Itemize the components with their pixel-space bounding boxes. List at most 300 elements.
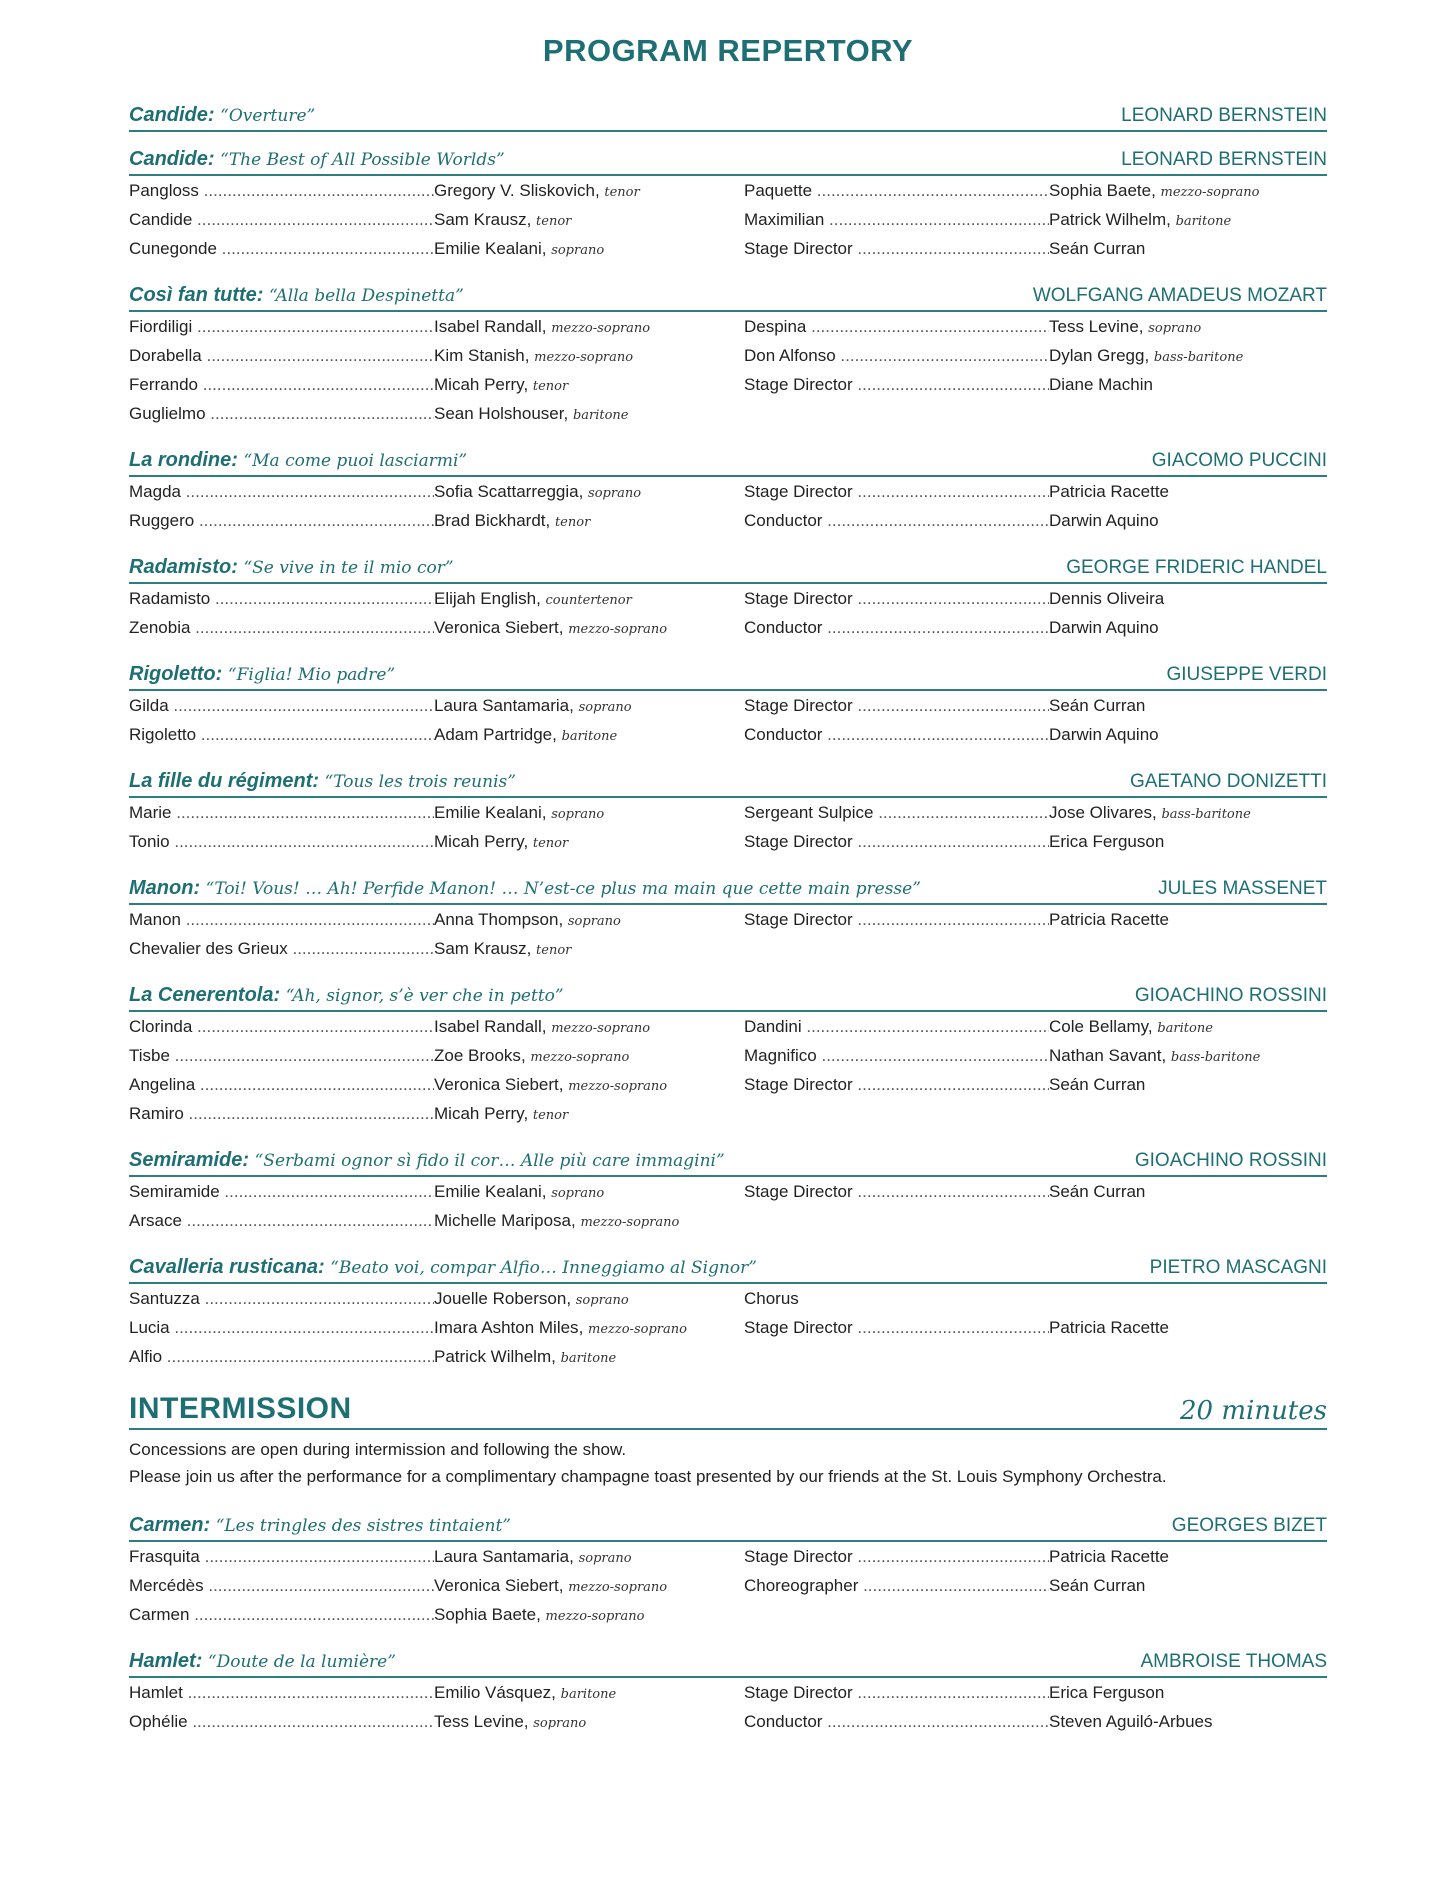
- composer-name: GIUSEPPE VERDI: [1166, 664, 1327, 685]
- artist-entry: [434, 1318, 687, 1338]
- cast-row: [744, 1046, 1327, 1075]
- cast-row: [129, 1017, 712, 1046]
- artist-entry: [434, 1347, 616, 1367]
- opera-section: [129, 104, 1327, 132]
- artist-name: Isabel Randall: [434, 1017, 542, 1036]
- role-name: Stage Director .....: [744, 1182, 1049, 1202]
- voice-separator: ,: [569, 696, 579, 715]
- artist-entry: [434, 1683, 616, 1703]
- role-name: Ramiro .....: [129, 1104, 434, 1124]
- cast-row: [744, 725, 1327, 754]
- cast-row: [129, 1075, 712, 1104]
- aria-title: “Figlia! Mio padre”: [227, 665, 396, 685]
- artist-name: Jouelle Roberson: [434, 1289, 567, 1308]
- cast-column-left: [129, 696, 712, 754]
- cast-row: [129, 939, 712, 968]
- cast-columns: [129, 181, 1327, 268]
- cast-columns: [129, 1289, 1327, 1376]
- artist-entry: [434, 1017, 650, 1037]
- opera-title: Candide: [129, 104, 208, 126]
- aria-title: “Tous les trois reunis”: [324, 772, 516, 792]
- artist-name: Erica Ferguson: [1049, 832, 1165, 851]
- role-name: Ferrando .....: [129, 375, 434, 395]
- cast-row: [129, 210, 712, 239]
- artist-entry: [434, 317, 650, 337]
- cast-row: [129, 589, 712, 618]
- aria-title: “Ma come puoi lasciarmi”: [243, 451, 468, 471]
- role-name: Stage Director .....: [744, 832, 1049, 852]
- artist-name: Patricia Racette: [1049, 482, 1169, 501]
- artist-name: Veronica Siebert: [434, 1075, 559, 1094]
- opera-title: Hamlet: [129, 1650, 196, 1672]
- artist-entry: [434, 375, 568, 395]
- artist-entry: [1049, 346, 1243, 366]
- intermission-duration: 20 minutes: [1180, 1396, 1327, 1426]
- cast-row: [744, 910, 1327, 939]
- artist-entry: [434, 696, 632, 716]
- cast-row: [129, 239, 712, 268]
- voice-type: baritone: [560, 1687, 617, 1702]
- cast-column-left: [129, 482, 712, 540]
- cast-row: [744, 1017, 1327, 1046]
- cast-row: [129, 317, 712, 346]
- composer-name: PIETRO MASCAGNI: [1149, 1257, 1327, 1278]
- title-separator: :: [231, 556, 244, 578]
- section-title: [129, 663, 395, 686]
- title-separator: :: [273, 984, 286, 1006]
- voice-type: bass-baritone: [1161, 807, 1251, 822]
- cast-column-left: [129, 910, 712, 968]
- role-name: Arsace .....: [129, 1211, 434, 1231]
- cast-row: [744, 618, 1327, 647]
- cast-column-left: [129, 1547, 712, 1634]
- aria-title: “Beato voi, compar Alfio… Inneggiamo al Signor”: [330, 1258, 757, 1278]
- cast-column-right: [744, 181, 1327, 268]
- artist-entry: [1049, 1075, 1145, 1095]
- voice-separator: ,: [571, 1211, 581, 1230]
- section-header: [129, 284, 1327, 312]
- artist-name: Sophia Baete: [1049, 181, 1152, 200]
- role-name: Lucia .....: [129, 1318, 434, 1338]
- opera-title: Carmen: [129, 1514, 204, 1536]
- cast-columns: [129, 482, 1327, 540]
- artist-name: Darwin Aquino: [1049, 511, 1159, 530]
- artist-name: Sophia Baete: [434, 1605, 537, 1624]
- cast-row: [744, 210, 1327, 239]
- cast-column-right: [744, 1289, 1327, 1376]
- voice-separator: ,: [541, 317, 552, 336]
- voice-separator: ,: [551, 1347, 561, 1366]
- artist-entry: [1049, 482, 1169, 502]
- voice-separator: ,: [1166, 210, 1176, 229]
- artist-entry: [434, 910, 621, 930]
- cast-row: [744, 1576, 1327, 1605]
- section-header: [129, 663, 1327, 691]
- artist-name: Erica Ferguson: [1049, 1683, 1165, 1702]
- artist-name: Laura Santamaria: [434, 1547, 570, 1566]
- voice-type: mezzo-soprano: [1160, 185, 1260, 200]
- cast-column-right: [744, 1547, 1327, 1634]
- aria-title: “Ah, signor, s’è ver che in petto”: [285, 986, 564, 1006]
- artist-name: Adam Partridge: [434, 725, 553, 744]
- opera-section: [129, 1149, 1327, 1240]
- intermission-header: [129, 1392, 1327, 1430]
- voice-separator: ,: [578, 482, 589, 501]
- artist-entry: [434, 482, 641, 502]
- artist-name: Diane Machin: [1049, 375, 1153, 394]
- role-name: Stage Director .....: [744, 239, 1049, 259]
- artist-entry: [1049, 1182, 1145, 1202]
- composer-name: GEORGES BIZET: [1171, 1515, 1327, 1536]
- composer-name: AMBROISE THOMAS: [1140, 1651, 1327, 1672]
- voice-type: baritone: [561, 729, 618, 744]
- cast-columns: [129, 1683, 1327, 1741]
- artist-name: Tess Levine: [434, 1712, 524, 1731]
- voice-type: bass-baritone: [1153, 350, 1244, 365]
- cast-row: [129, 511, 712, 540]
- role-name: Rigoletto .....: [129, 725, 434, 745]
- artist-entry: [1049, 239, 1145, 259]
- title-separator: :: [312, 770, 325, 792]
- composer-name: WOLFGANG AMADEUS MOZART: [1032, 285, 1327, 306]
- voice-separator: ,: [523, 375, 533, 394]
- artist-entry: [434, 404, 629, 424]
- opera-section: [129, 1514, 1327, 1634]
- cast-row: [129, 1104, 712, 1133]
- voice-separator: ,: [594, 181, 605, 200]
- voice-type: tenor: [532, 836, 569, 851]
- cast-column-left: [129, 1683, 712, 1741]
- sections-after-intermission: [129, 1514, 1327, 1741]
- intermission-note: Concessions are open during intermission and following the show.: [129, 1440, 627, 1459]
- voice-type: mezzo-soprano: [580, 1215, 680, 1230]
- aria-title: “Serbami ognor sì fido il cor… Alle più care immagini”: [254, 1151, 725, 1171]
- section-title: [129, 770, 516, 793]
- role-name: Paquette .....: [744, 181, 1049, 201]
- cast-column-right: [744, 1017, 1327, 1133]
- cast-row: [129, 1712, 712, 1741]
- artist-entry: [1049, 210, 1231, 230]
- artist-name: Laura Santamaria: [434, 696, 570, 715]
- artist-entry: [1049, 1046, 1260, 1066]
- role-name: Don Alfonso .....: [744, 346, 1049, 366]
- cast-column-right: [744, 696, 1327, 754]
- intermission-block: [129, 1392, 1327, 1490]
- role-name: Stage Director .....: [744, 1318, 1049, 1338]
- program-content: [129, 104, 1327, 1757]
- intermission-title: INTERMISSION: [129, 1392, 352, 1425]
- cast-row: [744, 375, 1327, 404]
- cast-row: [129, 181, 712, 210]
- voice-type: soprano: [578, 700, 632, 715]
- section-title: [129, 877, 921, 900]
- aria-title: “Se vive in te il mio cor”: [243, 558, 454, 578]
- voice-type: mezzo-soprano: [545, 1609, 645, 1624]
- section-title: [129, 984, 564, 1007]
- voice-separator: ,: [536, 589, 546, 608]
- section-header: [129, 148, 1327, 176]
- voice-separator: ,: [558, 1075, 569, 1094]
- voice-type: baritone: [1157, 1021, 1213, 1036]
- cast-row: [744, 589, 1327, 618]
- voice-separator: ,: [1151, 803, 1162, 822]
- opera-title: La rondine: [129, 449, 232, 471]
- section-title: [129, 148, 505, 171]
- role-name: Chevalier des Grieux .....: [129, 939, 434, 959]
- voice-separator: ,: [1138, 317, 1149, 336]
- role-name: Pangloss .....: [129, 181, 434, 201]
- artist-name: Gregory V. Sliskovich: [434, 181, 595, 200]
- cast-row: [129, 375, 712, 404]
- section-header: [129, 877, 1327, 905]
- cast-row: [744, 832, 1327, 861]
- artist-name: Sam Krausz: [434, 939, 527, 958]
- composer-name: GEORGE FRIDERIC HANDEL: [1066, 557, 1327, 578]
- voice-separator: ,: [566, 1289, 576, 1308]
- role-name: Stage Director .....: [744, 482, 1049, 502]
- role-name: Cunegonde .....: [129, 239, 434, 259]
- role-name: Stage Director .....: [744, 1683, 1049, 1703]
- voice-type: tenor: [536, 214, 572, 229]
- opera-title: Semiramide: [129, 1149, 243, 1171]
- voice-type: soprano: [1148, 321, 1202, 336]
- cast-columns: [129, 910, 1327, 968]
- voice-separator: ,: [526, 210, 537, 229]
- artist-name: Emilie Kealani: [434, 1182, 542, 1201]
- cast-row: [129, 1046, 712, 1075]
- artist-name: Dylan Gregg: [1049, 346, 1145, 365]
- section-header: [129, 1256, 1327, 1284]
- artist-entry: [434, 210, 571, 230]
- artist-entry: [1049, 1683, 1164, 1703]
- cast-column-right: [744, 482, 1327, 540]
- artist-name: Emilio Vásquez: [434, 1683, 552, 1702]
- voice-separator: ,: [541, 1182, 552, 1201]
- opera-title: Manon: [129, 877, 194, 899]
- artist-entry: [1049, 511, 1159, 531]
- artist-name: Nathan Savant: [1049, 1046, 1162, 1065]
- artist-entry: [434, 725, 617, 745]
- cast-row: [744, 317, 1327, 346]
- artist-entry: [1049, 317, 1201, 337]
- aria-title: “Toi! Vous! … Ah! Perfide Manon! … N’est-ce plus ma main que cette main presse”: [205, 879, 921, 899]
- role-name: Gilda .....: [129, 696, 434, 716]
- role-name: Stage Director .....: [744, 910, 1049, 930]
- cast-row: [129, 725, 712, 754]
- artist-name: Anna Thompson: [434, 910, 559, 929]
- cast-columns: [129, 1547, 1327, 1634]
- section-title: [129, 1256, 757, 1279]
- artist-name: Emilie Kealani: [434, 803, 542, 822]
- opera-section: [129, 284, 1327, 433]
- role-name: Despina .....: [744, 317, 1049, 337]
- cast-columns: [129, 803, 1327, 861]
- artist-name: Veronica Siebert: [434, 1576, 559, 1595]
- artist-entry: [434, 939, 571, 959]
- voice-type: tenor: [532, 379, 569, 394]
- role-name: Guglielmo .....: [129, 404, 434, 424]
- voice-separator: ,: [1161, 1046, 1171, 1065]
- artist-entry: [434, 1712, 586, 1732]
- cast-column-right: [744, 589, 1327, 647]
- section-header: [129, 1149, 1327, 1177]
- cast-row: [744, 1289, 1327, 1318]
- opera-title: Candide: [129, 148, 208, 170]
- artist-name: Kim Stanish: [434, 346, 525, 365]
- artist-name: Sofia Scattarreggia: [434, 482, 579, 501]
- artist-name: Zoe Brooks: [434, 1046, 521, 1065]
- cast-row: [744, 1712, 1327, 1741]
- role-name: Alfio .....: [129, 1347, 434, 1367]
- aria-title: “Alla bella Despinetta”: [269, 286, 464, 306]
- voice-type: tenor: [536, 943, 572, 958]
- voice-type: tenor: [532, 1108, 569, 1123]
- voice-type: soprano: [551, 807, 605, 822]
- cast-columns: [129, 1182, 1327, 1240]
- composer-name: GIACOMO PUCCINI: [1151, 450, 1327, 471]
- artist-entry: [434, 832, 568, 852]
- cast-columns: [129, 317, 1327, 433]
- cast-row: [744, 1547, 1327, 1576]
- voice-type: soprano: [533, 1716, 587, 1731]
- artist-entry: [434, 803, 604, 823]
- artist-name: Cole Bellamy: [1049, 1017, 1148, 1036]
- role-name: Magda .....: [129, 482, 434, 502]
- section-title: [129, 1650, 396, 1673]
- aria-title: “Overture”: [220, 106, 316, 126]
- voice-type: mezzo-soprano: [568, 1580, 668, 1595]
- artist-name: Michelle Mariposa: [434, 1211, 571, 1230]
- artist-name: Patricia Racette: [1049, 1547, 1169, 1566]
- artist-entry: [1049, 181, 1259, 201]
- artist-name: Seán Curran: [1049, 1182, 1146, 1201]
- role-name: Stage Director .....: [744, 696, 1049, 716]
- cast-column-left: [129, 589, 712, 647]
- opera-title: Rigoletto: [129, 663, 216, 685]
- cast-columns: [129, 696, 1327, 754]
- artist-entry: [1049, 618, 1159, 638]
- cast-row: [129, 803, 712, 832]
- title-separator: :: [215, 663, 228, 685]
- section-header: [129, 449, 1327, 477]
- voice-type: soprano: [551, 243, 605, 258]
- opera-section: [129, 449, 1327, 540]
- artist-name: Patrick Wilhelm: [1049, 210, 1167, 229]
- artist-name: Isabel Randall: [434, 317, 542, 336]
- cast-row: [129, 696, 712, 725]
- voice-separator: ,: [523, 1712, 534, 1731]
- opera-section: [129, 1256, 1327, 1376]
- cast-row: [129, 1347, 712, 1376]
- voice-type: soprano: [588, 486, 642, 501]
- cast-column-right: [744, 910, 1327, 968]
- voice-separator: ,: [569, 1547, 579, 1566]
- title-separator: :: [242, 1149, 255, 1171]
- voice-type: tenor: [604, 185, 640, 200]
- section-header: [129, 556, 1327, 584]
- artist-name: Dennis Oliveira: [1049, 589, 1165, 608]
- role-name: Stage Director .....: [744, 1075, 1049, 1095]
- artist-name: Micah Perry: [434, 1104, 524, 1123]
- voice-type: soprano: [578, 1551, 632, 1566]
- cast-row: [744, 1075, 1327, 1104]
- artist-name: Micah Perry: [434, 375, 524, 394]
- role-name: Sergeant Sulpice .....: [744, 803, 1049, 823]
- composer-name: GIOACHINO ROSSINI: [1134, 1150, 1327, 1171]
- role-name: Tisbe .....: [129, 1046, 434, 1066]
- composer-name: LEONARD BERNSTEIN: [1121, 105, 1327, 126]
- voice-type: soprano: [567, 914, 621, 929]
- role-name: Candide .....: [129, 210, 434, 230]
- voice-separator: ,: [523, 832, 533, 851]
- role-name: Frasquita .....: [129, 1547, 434, 1567]
- cast-column-right: [744, 1182, 1327, 1240]
- cast-row: [129, 910, 712, 939]
- artist-name: Tess Levine: [1049, 317, 1139, 336]
- role-name: Radamisto .....: [129, 589, 434, 609]
- role-name: Santuzza .....: [129, 1289, 434, 1309]
- role-name: Chorus: [744, 1289, 799, 1308]
- title-separator: :: [195, 1650, 208, 1672]
- cast-columns: [129, 1017, 1327, 1133]
- voice-type: mezzo-soprano: [588, 1322, 687, 1337]
- role-name: Ruggero .....: [129, 511, 434, 531]
- cast-row: [129, 1182, 712, 1211]
- artist-name: Patricia Racette: [1049, 1318, 1169, 1337]
- artist-entry: [434, 1576, 667, 1596]
- cast-row: [129, 1683, 712, 1712]
- cast-row: [129, 618, 712, 647]
- artist-entry: [1049, 1547, 1169, 1567]
- cast-row: [744, 1182, 1327, 1211]
- voice-type: mezzo-soprano: [534, 350, 634, 365]
- artist-entry: [1049, 375, 1153, 395]
- cast-row: [744, 1683, 1327, 1712]
- section-header: [129, 770, 1327, 798]
- voice-separator: ,: [536, 1605, 546, 1624]
- artist-entry: [434, 1075, 667, 1095]
- cast-row: [129, 404, 712, 433]
- opera-section: [129, 877, 1327, 968]
- artist-name: Patricia Racette: [1049, 910, 1169, 929]
- cast-row: [129, 346, 712, 375]
- role-name: Hamlet .....: [129, 1683, 434, 1703]
- aria-title: “Doute de la lumière”: [207, 1652, 396, 1672]
- role-name: Dorabella .....: [129, 346, 434, 366]
- cast-row: [744, 346, 1327, 375]
- artist-entry: [1049, 803, 1251, 823]
- opera-title: La Cenerentola: [129, 984, 274, 1006]
- voice-type: baritone: [572, 408, 629, 423]
- voice-type: mezzo-soprano: [551, 1021, 651, 1036]
- cast-row: [744, 1318, 1327, 1347]
- artist-name: Seán Curran: [1049, 239, 1146, 258]
- role-name: Conductor .....: [744, 725, 1049, 745]
- artist-entry: [1049, 589, 1164, 609]
- artist-name: Emilie Kealani: [434, 239, 542, 258]
- cast-column-left: [129, 803, 712, 861]
- artist-entry: [434, 511, 590, 531]
- section-header: [129, 1514, 1327, 1542]
- opera-title: Cavalleria rusticana: [129, 1256, 318, 1278]
- cast-row: [129, 1547, 712, 1576]
- section-header: [129, 104, 1327, 132]
- page-title: PROGRAM REPERTORY: [542, 33, 914, 68]
- title-separator: :: [318, 1256, 331, 1278]
- voice-type: mezzo-soprano: [568, 1079, 668, 1094]
- voice-separator: ,: [558, 1576, 569, 1595]
- cast-column-left: [129, 317, 712, 433]
